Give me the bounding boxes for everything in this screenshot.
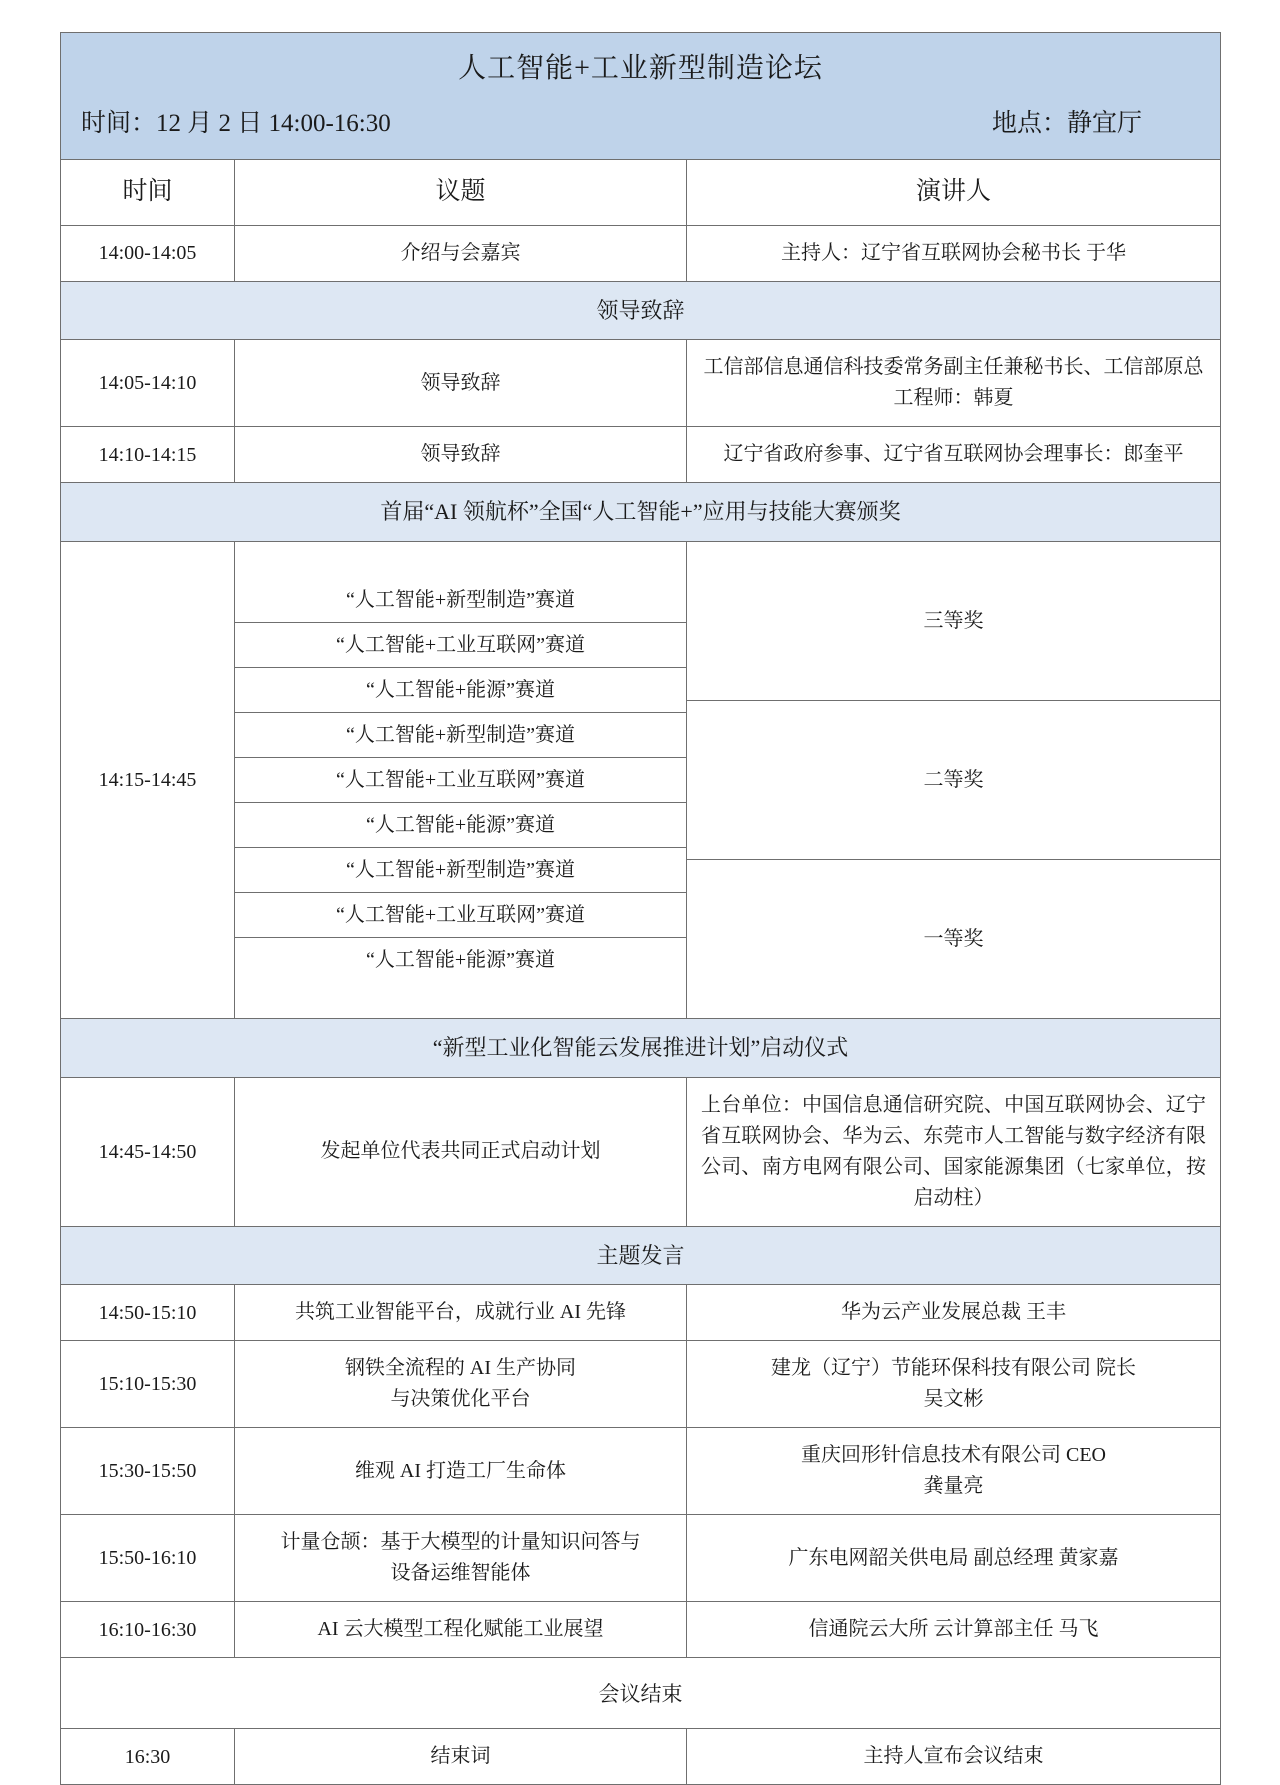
table-row	[61, 1428, 1221, 1515]
row-speaker: 主持人宣布会议结束	[687, 1729, 1221, 1785]
award-level: 二等奖	[687, 701, 1220, 860]
award-level: 一等奖	[923, 928, 984, 951]
table-row	[61, 1729, 1221, 1785]
forum-meta-cell	[61, 101, 1221, 159]
column-header-row	[61, 160, 1221, 226]
row-time: 14:10-14:15	[61, 427, 235, 483]
agenda-table	[60, 32, 1221, 1785]
row-speaker: 广东电网韶关供电局 副总经理 黄家嘉	[687, 1515, 1221, 1602]
section-row	[61, 1226, 1221, 1285]
row-topic: 发起单位代表共同正式启动计划	[235, 1077, 687, 1226]
row-time: 14:45-14:50	[61, 1077, 235, 1226]
row-speaker: 主持人：辽宁省互联网协会秘书长 于华	[687, 225, 1221, 281]
award-levels-table	[687, 542, 1220, 1018]
row-time: 14:15-14:45	[61, 542, 235, 1019]
track-label: “人工智能+工业互联网”赛道	[235, 758, 686, 803]
column-header-speaker: 演讲人	[687, 160, 1221, 226]
table-row	[61, 1341, 1221, 1428]
row-topic: 介绍与会嘉宾	[235, 225, 687, 281]
track-row	[235, 938, 686, 983]
table-row	[61, 225, 1221, 281]
row-time: 14:50-15:10	[61, 1285, 235, 1341]
row-topic: 钢铁全流程的 AI 生产协同 与决策优化平台	[235, 1341, 687, 1428]
track-row	[235, 713, 686, 758]
track-label: “人工智能+工业互联网”赛道	[235, 623, 686, 668]
section-header: “新型工业化智能云发展推进计划”启动仪式	[61, 1019, 1221, 1078]
row-time: 16:30	[61, 1729, 235, 1785]
row-speaker: 信通院云大所 云计算部主任 马飞	[687, 1602, 1221, 1658]
track-label: “人工智能+新型制造”赛道	[235, 713, 686, 758]
award-level-row	[687, 860, 1220, 1019]
section-header: 领导致辞	[61, 281, 1221, 340]
section-row	[61, 1019, 1221, 1078]
table-row	[61, 1285, 1221, 1341]
track-label: “人工智能+工业互联网”赛道	[235, 893, 686, 938]
track-row	[235, 848, 686, 893]
forum-title-cell	[61, 33, 1221, 102]
track-row	[235, 893, 686, 938]
award-level: 三等奖	[687, 542, 1220, 701]
row-speaker: 工信部信息通信科技委常务副主任兼秘书长、工信部原总工程师：韩夏	[687, 340, 1221, 427]
row-speaker: 上台单位：中国信息通信研究院、中国互联网协会、辽宁省互联网协会、华为云、东莞市人工智能与数字经济有限公司、南方电网有限公司、国家能源集团（七家单位，按启动柱）	[687, 1077, 1221, 1226]
row-topic: 领导致辞	[235, 427, 687, 483]
table-row	[61, 1077, 1221, 1226]
row-speaker: 建龙（辽宁）节能环保科技有限公司 院长 吴文彬	[687, 1341, 1221, 1428]
track-row	[235, 668, 686, 713]
row-topic: 维观 AI 打造工厂生命体	[235, 1428, 687, 1515]
award-tracks-cell	[235, 542, 687, 1019]
track-row	[235, 623, 686, 668]
section-header: 首届“AI 领航杯”全国“人工智能+”应用与技能大赛颁奖	[61, 483, 1221, 542]
row-time: 15:10-15:30	[61, 1341, 235, 1428]
row-topic: 领导致辞	[235, 340, 687, 427]
row-topic: 结束词	[235, 1729, 687, 1785]
award-level-row	[687, 701, 1220, 860]
track-label: “人工智能+能源”赛道	[235, 668, 686, 713]
row-speaker: 华为云产业发展总裁 王丰	[687, 1285, 1221, 1341]
section-header: 主题发言	[61, 1226, 1221, 1285]
table-row	[61, 427, 1221, 483]
section-row	[61, 483, 1221, 542]
forum-time: 时间：12 月 2 日 14:00-16:30	[81, 110, 391, 138]
meta-row	[61, 101, 1221, 159]
track-row	[235, 578, 686, 623]
title-row	[61, 33, 1221, 102]
award-level-row	[687, 542, 1220, 701]
track-label: “人工智能+能源”赛道	[235, 803, 686, 848]
track-row	[235, 758, 686, 803]
closing-header: 会议结束	[61, 1658, 1221, 1729]
row-topic: 共筑工业智能平台，成就行业 AI 先锋	[235, 1285, 687, 1341]
row-topic: 计量仓颉：基于大模型的计量知识问答与 设备运维智能体	[235, 1515, 687, 1602]
row-speaker: 辽宁省政府参事、辽宁省互联网协会理事长：郎奎平	[687, 427, 1221, 483]
table-row	[61, 1515, 1221, 1602]
track-label: “人工智能+能源”赛道	[365, 949, 556, 972]
closing-section-row	[61, 1658, 1221, 1729]
award-levels-cell	[687, 542, 1221, 1019]
row-time: 16:10-16:30	[61, 1602, 235, 1658]
table-row	[61, 1602, 1221, 1658]
forum-title: 人工智能+工业新型制造论坛	[458, 53, 823, 84]
row-time: 15:50-16:10	[61, 1515, 235, 1602]
column-header-time: 时间	[61, 160, 235, 226]
table-row	[61, 542, 1221, 1019]
section-row	[61, 281, 1221, 340]
track-row	[235, 803, 686, 848]
row-topic: AI 云大模型工程化赋能工业展望	[235, 1602, 687, 1658]
row-speaker: 重庆回形针信息技术有限公司 CEO 龚量亮	[687, 1428, 1221, 1515]
row-time: 14:00-14:05	[61, 225, 235, 281]
row-time: 15:30-15:50	[61, 1428, 235, 1515]
row-time: 14:05-14:10	[61, 340, 235, 427]
tracks-table	[235, 578, 686, 982]
column-header-topic: 议题	[235, 160, 687, 226]
track-label: “人工智能+新型制造”赛道	[235, 578, 686, 623]
forum-place: 地点：静宜厅	[992, 110, 1143, 138]
track-label: “人工智能+新型制造”赛道	[235, 848, 686, 893]
table-row	[61, 340, 1221, 427]
